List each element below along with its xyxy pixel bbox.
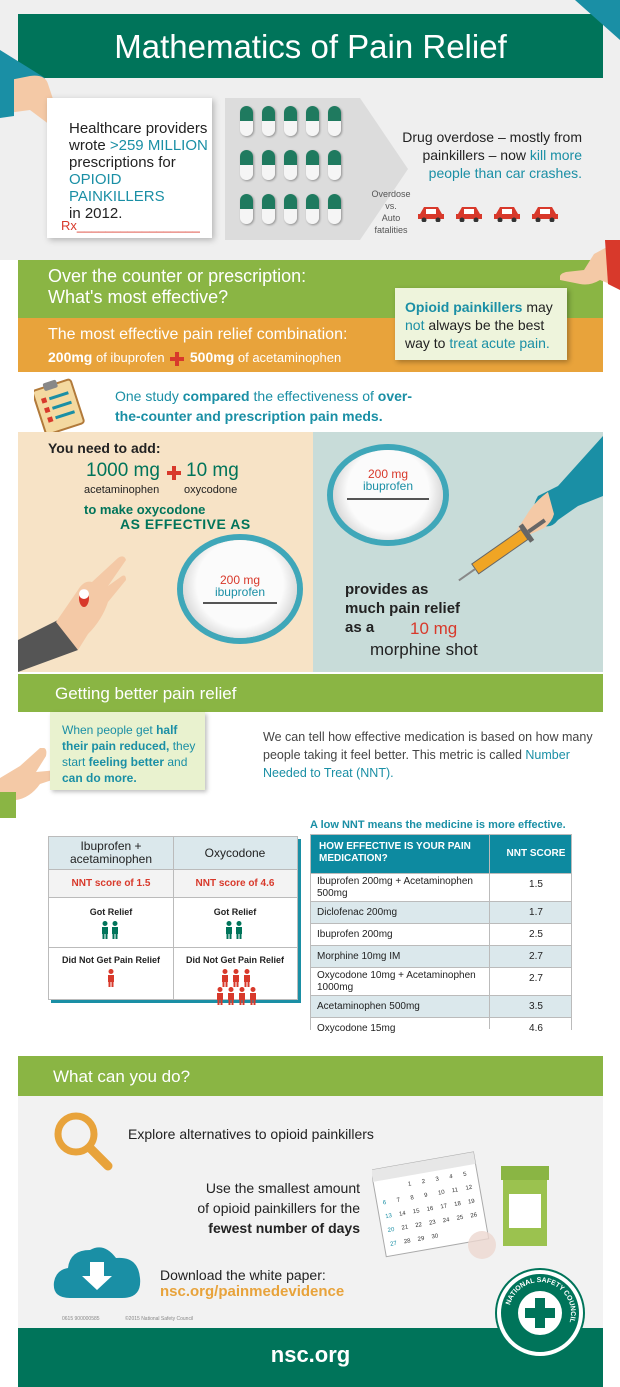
pill-capsule [240,150,253,180]
provides-l2: much pain relief [345,600,461,617]
study-t4: over-the-counter and prescription pain meds. [115,388,413,424]
pill-capsule [284,194,297,224]
no-relief-label-2: Did Not Get Pain Relief [185,955,284,965]
calendar-day: 3 [435,1176,440,1183]
metric-highlight: Number Needed to Treat (NNT). [263,748,570,780]
person-icon [107,969,114,987]
overdose-text-plain: Drug overdose – mostly from painkillers – now [402,129,582,163]
calendar-day: 16 [426,1205,434,1213]
pill-capsule [284,150,297,180]
morphine-amount: 10 mg [410,619,458,638]
nnt-row-score: 3.5 [529,1001,543,1012]
got-relief-label-1: Got Relief [89,907,133,917]
nnt-row-name: Ibuprofen 200mg [317,929,393,940]
rx-card-text [69,120,209,222]
tablet-left-name: ibuprofen [214,585,266,599]
plus-icon [170,352,184,366]
nnt-row-name: Ibuprofen 200mg + Acetaminophen 500mg [317,876,473,899]
half-pain-text [62,722,202,786]
combo-b-amount: 500mg [189,349,235,365]
small-l2: of opioid painkillers for the [197,1200,360,1216]
calendar-day: 6 [382,1199,387,1207]
person-icon [225,921,232,939]
col-ibuprofen-acetaminophen: Ibuprofen + acetaminophen [69,839,153,866]
pill-capsule [328,194,341,224]
hand-with-pill-icon [18,550,128,672]
nnt-row-score: 2.7 [529,951,543,962]
combo-b: of acetaminophen [234,350,342,365]
person-icon [216,987,223,1005]
nnt-row-score: 1.5 [529,879,543,890]
calendar-day: 7 [396,1197,401,1205]
overdose-text-highlight: kill more people than car crashes. [428,147,582,181]
combo-a-amount: 200mg [48,349,93,365]
rx-signature-line: Rx_________________ [61,218,200,233]
fine-print-copyright: ©2015 National Safety Council [125,1316,194,1322]
dose-acetaminophen-label: acetaminophen [84,484,160,496]
small-l1: Use the smallest amount [205,1180,360,1196]
tablet-left-score-line [203,602,277,604]
otc-q1: Over the counter or prescription: [48,266,307,286]
half-b1: half their pain reduced, [62,723,178,753]
rx-card [47,98,212,238]
as-effective-as: AS EFFECTIVE AS [120,516,251,532]
od-small2: vs. [385,201,397,211]
actions-title: What can you do? [53,1067,191,1086]
seal-text: NATIONAL SAFETY COUNCIL [505,1276,577,1324]
calendar-day: 26 [470,1212,478,1220]
page-title: Mathematics of Pain Relief [114,28,507,65]
calendar-day: 28 [403,1238,412,1246]
od-small3: Auto fatalities [374,213,408,235]
footer-site[interactable]: nsc.org [270,1342,351,1367]
pill-capsule [262,150,275,180]
rx-line4: OPIOID PAINKILLERS [69,171,165,205]
nnt-table-row [311,945,571,967]
calendar-day: 23 [428,1219,437,1227]
pill-capsule [240,106,253,136]
person-icon [235,921,242,939]
pill-capsule [284,106,297,136]
need-heading: You need to add: [48,440,161,456]
nnt-row-score: 4.6 [529,1023,543,1034]
pill-capsule [306,150,319,180]
half-t3: and [164,755,188,769]
nnt-score-1: NNT score of 1.5 [71,878,151,889]
rx-line2-pre: wrote [69,137,110,154]
person-icon [221,969,228,987]
calendar-day: 27 [389,1240,398,1248]
fine-print-code: 0615 900000585 [62,1316,100,1322]
calendar-day: 8 [410,1195,415,1202]
pill-capsule [328,106,341,136]
nnt-row-score: 2.7 [529,973,543,984]
nnt-score-2: NNT score of 4.6 [195,878,275,889]
pill-bottle-icon [495,1160,555,1250]
half-b3: can do more. [62,771,137,785]
person-icon [238,987,245,1005]
nnt-row-name: Oxycodone 15mg [317,1023,396,1034]
nnt-header-name: HOW EFFECTIVE IS YOUR PAIN MEDICATION? [319,841,471,864]
dose-oxycodone-label: oxycodone [184,484,238,496]
make-oxycodone: to make oxycodone [84,502,206,517]
smallest-amount-text [160,1178,360,1238]
person-icon [243,969,250,987]
pill-capsule [262,194,275,224]
pill-capsule [240,194,253,224]
nnt-table-row [311,901,571,923]
rx-line1: Healthcare providers [69,120,208,137]
calendar-day: 22 [414,1222,423,1230]
better-relief-title: Getting better pain relief [55,684,237,703]
calendar-day: 25 [456,1214,464,1222]
person-icon [232,969,239,987]
provides-l3: as a [345,619,375,636]
nsc-seal-logo [497,1270,583,1356]
download-label: Download the white paper: [160,1267,326,1283]
column-divider [173,837,174,999]
hand-icon [560,240,620,300]
plus-icon [167,466,181,480]
calendar-day: 30 [431,1233,439,1241]
calendar-day: 13 [384,1213,393,1221]
person-icon [249,987,256,1005]
nnt-table-header [311,835,571,873]
calendar-day: 15 [412,1208,421,1216]
opioid-note-text [405,298,563,352]
note-t2: always be the best way to [405,317,545,351]
dose-oxycodone: 10 mg [186,460,239,481]
calendar-day: 5 [462,1171,468,1179]
nnt-row-score: 2.5 [529,929,543,940]
seal-graphic [501,1274,579,1352]
metric-text: We can tell how effective medication is based on how many people taking it feel better. This metric is called [263,730,593,762]
dose-acetaminophen: 1000 mg [86,460,160,481]
combo-heading: The most effective pain relief combination: [48,326,348,343]
half-t2: they start [62,739,196,769]
overdose-text [382,128,582,182]
study-t2: compared [182,388,250,404]
clipboard-icon [34,378,90,432]
calendar-icon [372,1150,512,1260]
syringe-hand-icon [448,436,603,586]
half-t1: When people get [62,723,157,737]
nnt-table-divider [489,835,490,1029]
calendar-day: 19 [467,1198,476,1206]
small-l3: fewest number of days [208,1220,360,1236]
comparison-panel [18,432,603,672]
calendar-day: 29 [417,1235,425,1243]
nnt-table-row [311,1017,571,1039]
nnt-header-score: NNT SCORE [506,848,566,859]
white-paper-link[interactable]: nsc.org/painmedevidence [160,1283,345,1300]
nnt-score-table [310,834,572,1034]
note-t1: may [522,299,553,315]
ibuprofen-tablet-right [333,450,443,540]
rx-line3: prescriptions for [69,154,176,171]
rx-line5: in 2012. [69,205,123,222]
study-t3: the effectiveness of [249,388,378,404]
calendar-day: 2 [421,1178,426,1186]
note-hl1: Opioid painkillers [405,299,523,315]
morphine-shot: morphine shot [370,640,478,659]
od-small1: Overdose [371,189,411,199]
ibuprofen-tablet-left [183,540,297,638]
person-icon [111,921,118,939]
calendar-day: 14 [398,1210,407,1218]
calendar-day: 4 [448,1174,454,1181]
nnt-table-row [311,995,571,1017]
car-icon [532,204,558,222]
calendar-day: 21 [401,1224,409,1232]
low-nnt-caption: A low NNT means the medicine is more effective. [310,819,566,831]
nnt-table-row [311,923,571,945]
tablet-right-amount: 200 mg [367,467,409,481]
calendar-day: 20 [387,1226,395,1235]
provides-l1: provides as [345,581,429,598]
otc-question [48,266,388,308]
person-icon [227,987,234,1005]
car-icon [456,204,482,222]
nnt-row-score: 1.7 [529,907,543,918]
pill-capsule [328,150,341,180]
half-b2: feeling better [88,755,165,769]
tablet-right-name: ibuprofen [362,479,414,493]
col-oxycodone: Oxycodone [204,846,266,860]
nnt-comparison-table [48,836,298,1000]
combo-a: of ibuprofen [92,350,165,365]
got-relief-label-2: Got Relief [213,907,257,917]
tablet-right-score-line [347,498,429,500]
nnt-row-name: Oxycodone 10mg + Acetaminophen 1000mg [317,970,476,993]
nnt-row-name: Acetaminophen 500mg [317,1001,420,1012]
calendar-day: 18 [453,1201,462,1209]
calendar-day: 10 [437,1189,446,1197]
note-hl2: not [405,317,425,333]
person-icon [101,921,108,939]
calendar-day: 24 [442,1217,451,1225]
pill-capsule [306,106,319,136]
otc-q2: What's most effective? [48,287,229,307]
tablet-left-amount: 200 mg [219,573,261,587]
magnifier-icon [52,1110,114,1172]
opioid-note [395,288,567,360]
combo-values [48,349,341,366]
calendar-day: 9 [423,1192,429,1200]
study-text [115,386,415,426]
calendar-day: 1 [407,1181,412,1188]
study-t1: One study [115,388,183,404]
calendar-day: 11 [451,1187,459,1195]
calendar-day: 17 [440,1203,448,1211]
no-relief-label-1: Did Not Get Pain Relief [61,955,160,965]
header-banner [18,14,603,78]
download-cloud-icon [52,1240,142,1302]
car-icon [494,204,520,222]
note-hl3: treat acute pain. [449,335,550,351]
rx-line2-highlight: >259 MILLION [109,137,208,154]
pill-capsule [262,106,275,136]
nnt-row-name: Diclofenac 200mg [317,907,398,918]
half-pain-note [50,712,205,790]
nnt-explanation [263,728,593,782]
car-icon [418,204,444,222]
pill-capsule [306,194,319,224]
nnt-table-row [311,873,571,901]
nnt-table-row [311,967,571,995]
overdose-vs-label [367,188,415,236]
nnt-row-name: Morphine 10mg IM [317,951,401,962]
explore-alternatives: Explore alternatives to opioid painkillers [128,1126,374,1142]
calendar-day: 12 [465,1184,473,1192]
